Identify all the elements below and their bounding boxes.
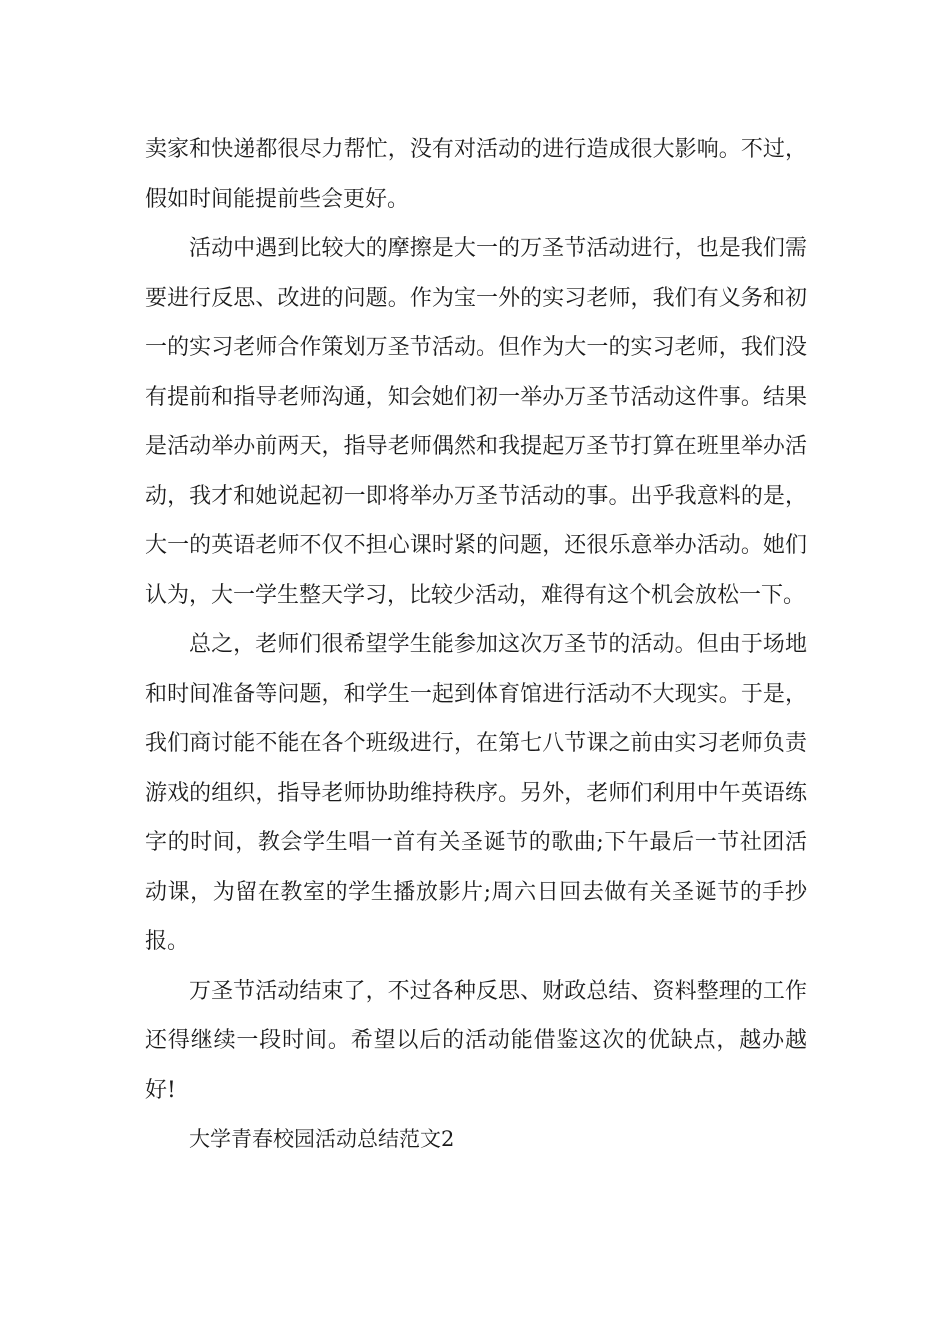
paragraph-2: 活动中遇到比较大的摩擦是大一的万圣节活动进行，也是我们需要进行反思、改进的问题。作为宝一外的实习老师，我们有义务和初一的实习老师合作策划万圣节活动。但作为大一的实习老师，我们没有提前和指导老师沟通，知会她们初一举办万圣节活动这件事。结果是活动举办前两天，指导老师偶然和我提起万圣节打算在班里举办活动，我才和她说起初一即将举办万圣节活动的事。出乎我意料的是，大一的英语老师不仅不担心课时紧的问题，还很乐意举办活动。她们认为，大一学生整天学习，比较少活动，难得有这个机会放松一下。	[145, 236, 807, 608]
paragraph-4: 万圣节活动结束了，不过各种反思、财政总结、资料整理的工作还得继续一段时间。希望以后的活动能借鉴这次的优缺点，越办越好!	[145, 978, 807, 1103]
paragraph-1: 卖家和快递都很尽力帮忙，没有对活动的进行造成很大影响。不过，假如时间能提前些会更好。	[145, 137, 807, 212]
paragraph-3: 总之，老师们很希望学生能参加这次万圣节的活动。但由于场地和时间准备等问题，和学生一起到体育馆进行活动不大现实。于是，我们商讨能不能在各个班级进行，在第七八节课之前由实习老师负责游戏的组织，指导老师协助维持秩序。另外，老师们利用中午英语练字的时间，教会学生唱一首有关圣诞节的歌曲;下午最后一节社团活动课，为留在教室的学生播放影片;周六日回去做有关圣诞节的手抄报。	[145, 632, 807, 954]
section-heading: 大学青春校园活动总结范文2	[189, 1127, 455, 1151]
document-body	[145, 125, 807, 1165]
